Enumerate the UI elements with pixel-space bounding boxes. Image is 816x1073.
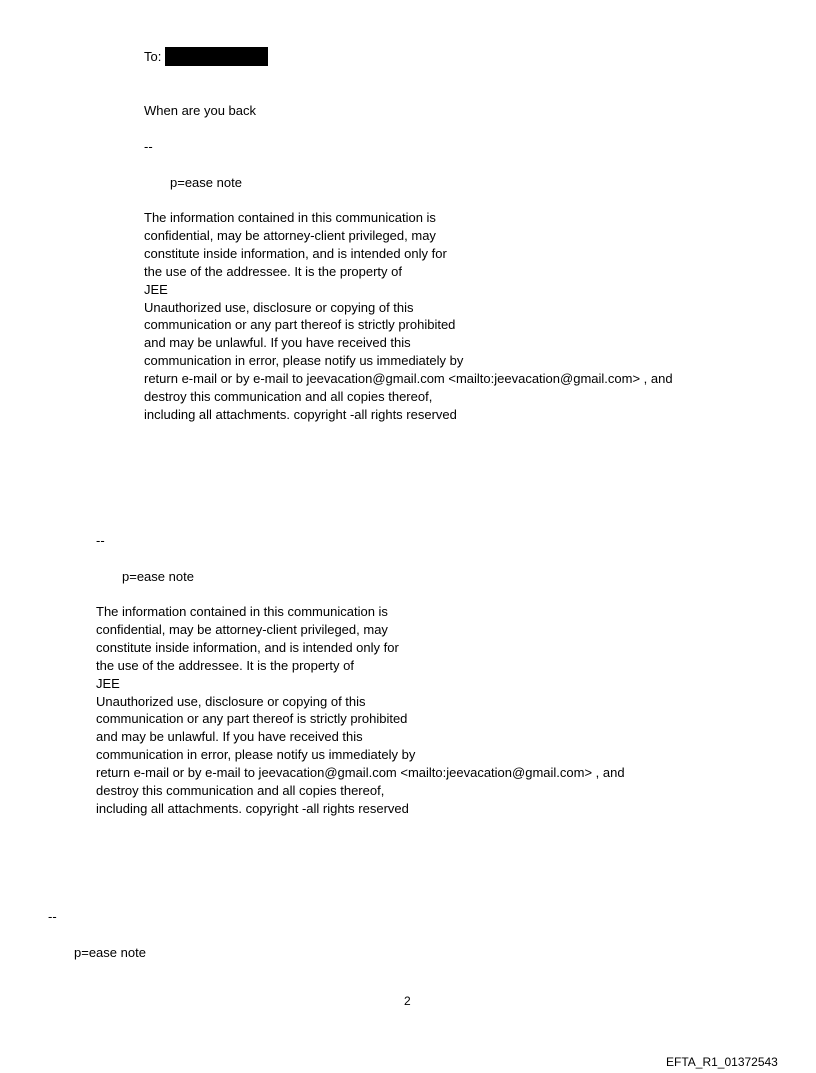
disclaimer-line: the use of the addressee. It is the property of bbox=[96, 657, 354, 673]
disclaimer-line: confidential, may be attorney-client privileged, may bbox=[96, 621, 388, 637]
disclaimer-line: destroy this communication and all copies thereof, bbox=[96, 783, 385, 799]
disclaimer-line: Unauthorized use, disclosure or copying of this bbox=[96, 693, 366, 709]
to-label: To: bbox=[144, 49, 162, 64]
disclaimer-line: destroy this communication and all copies thereof, bbox=[144, 389, 433, 405]
disclaimer-block bbox=[144, 209, 673, 424]
disclaimer-line: communication or any part thereof is strictly prohibited bbox=[96, 711, 408, 727]
disclaimer-line: JEE bbox=[96, 675, 120, 691]
disclaimer-line: communication or any part thereof is strictly prohibited bbox=[144, 317, 456, 333]
document-id: EFTA_R1_01372543 bbox=[666, 1055, 778, 1069]
disclaimer-line: JEE bbox=[144, 281, 168, 297]
disclaimer-line: and may be unlawful. If you have received this bbox=[144, 335, 411, 351]
disclaimer-line: including all attachments. copyright -all rights reserved bbox=[96, 800, 409, 816]
disclaimer-line: return e-mail or by e-mail to jeevacation@gmail.com <mailto:jeevacation@gmail.com> , and bbox=[96, 765, 625, 781]
note-label: p=ease note bbox=[122, 569, 194, 584]
disclaimer-line: the use of the addressee. It is the property of bbox=[144, 263, 402, 279]
redaction-box bbox=[165, 47, 268, 66]
disclaimer-line: and may be unlawful. If you have received this bbox=[96, 729, 363, 745]
disclaimer-block bbox=[96, 603, 625, 818]
message-body: When are you back bbox=[144, 103, 257, 118]
disclaimer-line: return e-mail or by e-mail to jeevacation@gmail.com <mailto:jeevacation@gmail.com> , and bbox=[144, 371, 673, 387]
separator: -- bbox=[96, 533, 105, 548]
disclaimer-line: The information contained in this communication is bbox=[96, 604, 388, 619]
disclaimer-line: Unauthorized use, disclosure or copying of this bbox=[144, 299, 414, 315]
separator: -- bbox=[144, 139, 153, 154]
disclaimer-line: The information contained in this communication is bbox=[144, 210, 436, 225]
disclaimer-line: including all attachments. copyright -all rights reserved bbox=[144, 406, 457, 422]
disclaimer-line: constitute inside information, and is intended only for bbox=[144, 245, 447, 261]
note-label: p=ease note bbox=[74, 945, 146, 960]
page-number: 2 bbox=[404, 994, 411, 1008]
disclaimer-line: confidential, may be attorney-client privileged, may bbox=[144, 227, 436, 243]
disclaimer-line: communication in error, please notify us immediately by bbox=[144, 353, 464, 369]
note-label: p=ease note bbox=[170, 175, 242, 190]
disclaimer-line: constitute inside information, and is intended only for bbox=[96, 639, 399, 655]
disclaimer-line: communication in error, please notify us immediately by bbox=[96, 747, 416, 763]
separator: -- bbox=[48, 909, 57, 924]
